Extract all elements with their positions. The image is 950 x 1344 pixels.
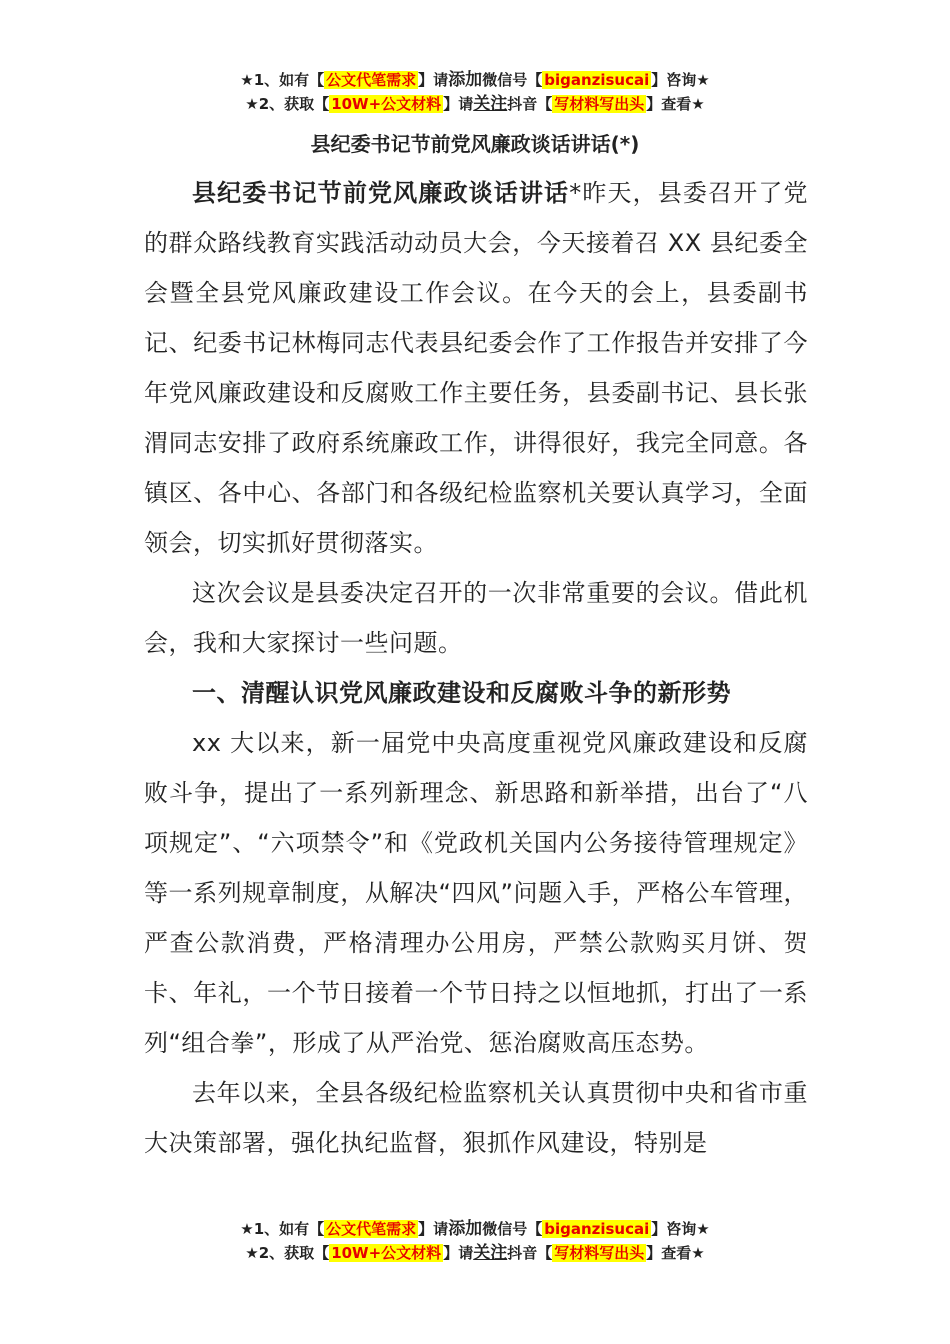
promo-text: 微信号【 — [482, 1220, 543, 1238]
paragraph-4: 去年以来，全县各级纪检监察机关认真贯彻中央和省市重大决策部署，强化执纪监督，狠抓作风建设，特别是 — [144, 1079, 808, 1157]
section-heading-1: 一、清醒认识党风廉政建设和反腐败斗争的新形势 — [192, 679, 731, 707]
promo-text: 】咨询★ — [651, 71, 710, 89]
promo-text: 】查看★ — [646, 95, 705, 113]
highlight-douyin-id: 写材料写出头 — [554, 1244, 645, 1262]
document-body — [144, 168, 808, 1168]
promo-line-1 — [0, 68, 950, 92]
highlight-wechat-id: biganzisucai — [544, 71, 650, 89]
paragraph-2: 这次会议是县委决定召开的一次非常重要的会议。借此机会，我和大家探讨一些问题。 — [144, 579, 808, 657]
promo-text: ★1、如有【 — [240, 71, 325, 89]
highlight-service: 公文代笔需求 — [326, 1220, 417, 1238]
highlight-materials: 10W+公文材料 — [331, 1244, 442, 1262]
promo-banner-bottom — [0, 1217, 950, 1265]
promo-line-2 — [0, 1241, 950, 1265]
promo-text: 】请 — [443, 1244, 474, 1262]
promo-text: ★2、获取【 — [245, 95, 330, 113]
promo-banner-top — [0, 68, 950, 116]
promo-text: 】请 — [443, 95, 474, 113]
paragraph-3: xx 大以来，新一届党中央高度重视党风廉政建设和反腐败斗争，提出了一系列新理念、新思路和新举措，出台了“八项规定”、“六项禁令”和《党政机关国内公务接待管理规定》等一系列规章制度，从解决“四风”问题入手，严格公车管理，严查公款消费，严格清理办公用房，严禁公款购买月饼、贺卡、年礼，一个节日接着一个节日持之以恒地抓，打出了一系列“组合拳”，形成了从严治党、惩治腐败高压态势。 — [144, 729, 808, 1057]
promo-text: ★1、如有【 — [240, 1220, 325, 1238]
highlight-materials: 10W+公文材料 — [331, 95, 442, 113]
promo-emphasis: 添加 — [448, 70, 483, 90]
intro-text: *昨天，县委召开了党的群众路线教育实践活动动员大会，今天接着召 XX 县纪委全会暨全县党风廉政建设工作会议。在今天的会上，县委副书记、纪委书记林梅同志代表县纪委会作了工作报告并安排了今年党风廉政建设和反腐败工作主要任务，县委副书记、县长张渭同志安排了政府系统廉政工作，讲得很好，我完全同意。各镇区、各中心、各部门和各级纪检监察机关要认真学习，全面领会，切实抓好贯彻落实。 — [144, 179, 808, 557]
promo-text: 】咨询★ — [651, 1220, 710, 1238]
promo-emphasis: 添加 — [448, 1219, 483, 1239]
promo-text: 】请 — [418, 1220, 449, 1238]
document-title: 县纪委书记节前党风廉政谈话讲话(*) — [310, 132, 640, 156]
promo-text: 】查看★ — [646, 1244, 705, 1262]
promo-line-1 — [0, 1217, 950, 1241]
promo-text: ★2、获取【 — [245, 1244, 330, 1262]
promo-emphasis: 关注 — [473, 1243, 508, 1263]
paragraph-intro — [144, 168, 808, 568]
highlight-service: 公文代笔需求 — [326, 71, 417, 89]
promo-text: 抖音【 — [507, 1244, 553, 1262]
highlight-wechat-id: biganzisucai — [544, 1220, 650, 1238]
promo-line-2 — [0, 92, 950, 116]
promo-text: 】请 — [418, 71, 449, 89]
promo-emphasis: 关注 — [473, 94, 508, 114]
promo-text: 微信号【 — [482, 71, 543, 89]
intro-bold-title: 县纪委书记节前党风廉政谈话讲话 — [192, 179, 570, 207]
highlight-douyin-id: 写材料写出头 — [554, 95, 645, 113]
promo-text: 抖音【 — [507, 95, 553, 113]
